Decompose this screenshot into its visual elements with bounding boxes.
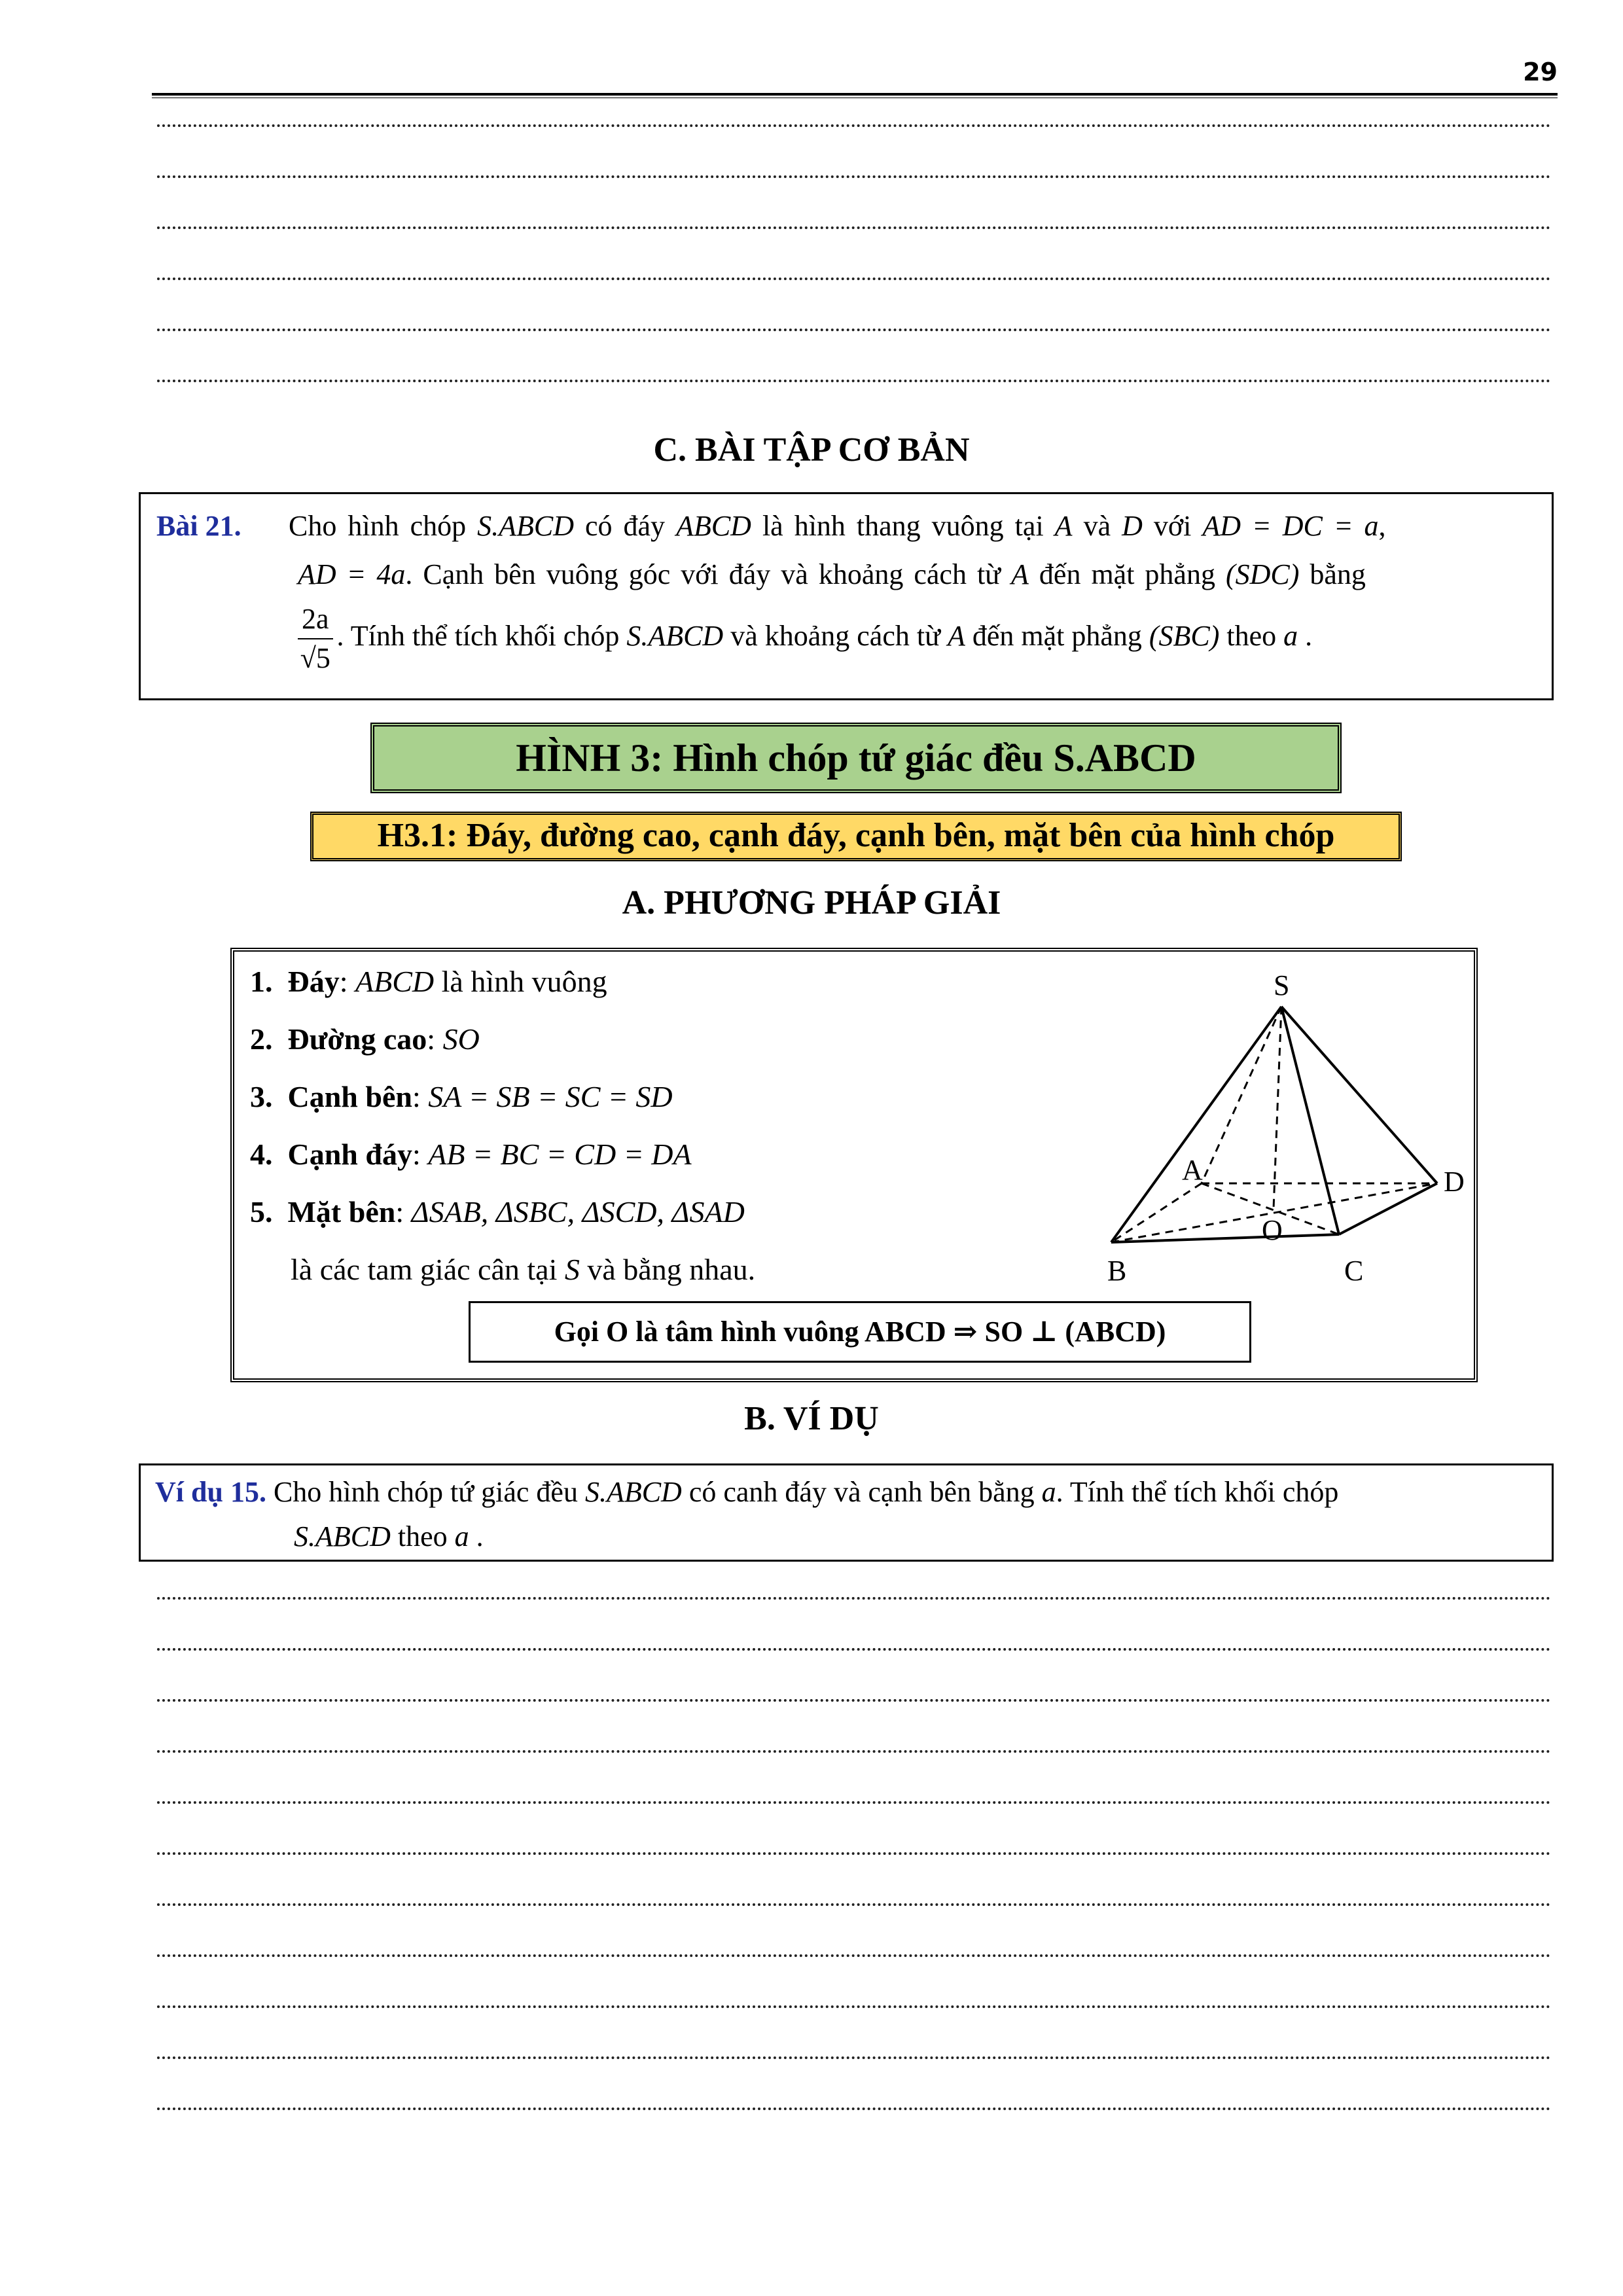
answer-line — [157, 278, 1551, 280]
banner-main: HÌNH 3: Hình chóp tứ giác đều S.ABCD — [370, 723, 1342, 793]
answer-line — [157, 1597, 1551, 1600]
method-item: 3. Cạnh bên: SA = SB = SC = SD — [250, 1080, 673, 1113]
edge-SA — [1202, 1007, 1281, 1183]
exercise-label: Bài 21. — [156, 510, 241, 542]
answer-line — [157, 1699, 1551, 1702]
fraction: $\frac{2a}{√5}$ — [298, 600, 333, 677]
answer-line — [157, 1801, 1551, 1804]
label-D: D — [1444, 1166, 1465, 1198]
pyramid-figure — [1085, 965, 1471, 1305]
method-item: 5. Mặt bên: ΔSAB, ΔSBC, ΔSCD, ΔSAD — [250, 1195, 745, 1229]
answer-line — [157, 329, 1551, 331]
method-item: 1. Đáy: ABCD là hình vuông — [250, 965, 607, 998]
label-A: A — [1182, 1154, 1203, 1186]
note-box: Gọi O là tâm hình vuông ABCD ⇒ SO ⊥ (ABCD) — [469, 1301, 1251, 1363]
answer-line — [157, 1750, 1551, 1753]
answer-line — [157, 1852, 1551, 1855]
answer-line — [157, 1954, 1551, 1957]
answer-line — [157, 1648, 1551, 1651]
banner-sub: H3.1: Đáy, đường cao, cạnh đáy, cạnh bên, mặt bên của hình chóp — [310, 812, 1402, 861]
method-item: 2. Đường cao: SO — [250, 1022, 480, 1056]
label-B: B — [1107, 1255, 1127, 1287]
exercise-box — [139, 492, 1554, 700]
method-box — [230, 948, 1478, 1382]
answer-line — [157, 124, 1551, 127]
exercise-line-3: $\frac{2a}{√5}$ . Tính thể tích khối chóp S.ABCD và khoảng cách từ A đến mặt phẳng (SBC) theo a . — [298, 600, 1312, 677]
label-O: O — [1262, 1214, 1283, 1246]
section-a-title: A. PHƯƠNG PHÁP GIẢI — [622, 884, 1001, 922]
answer-line — [157, 175, 1551, 178]
example-label: Ví dụ 15. — [155, 1476, 266, 1508]
edge-CD — [1339, 1183, 1437, 1234]
section-c-title: C. BÀI TẬP CƠ BẢN — [653, 431, 970, 469]
exercise-line-1: Cho hình chóp S.ABCD có đáy ABCD là hình thang vuông tại A và D với AD = DC = a, — [289, 510, 1386, 542]
height-SO — [1274, 1007, 1281, 1209]
label-S: S — [1274, 969, 1290, 1001]
section-b-title: B. VÍ DỤ — [744, 1400, 879, 1437]
page-number: 29 — [1523, 58, 1558, 86]
label-C: C — [1344, 1255, 1364, 1287]
answer-line — [157, 380, 1551, 382]
example-line-2: S.ABCD theo a . — [294, 1520, 484, 1552]
header-rule — [152, 93, 1558, 98]
exercise-line-2: AD = 4a. Cạnh bên vuông góc với đáy và khoảng cách từ A đến mặt phẳng (SDC) bằng — [298, 558, 1366, 590]
answer-line — [157, 2108, 1551, 2110]
edge-SB — [1111, 1007, 1281, 1242]
method-item-continuation: là các tam giác cân tại S và bằng nhau. — [291, 1253, 756, 1286]
answer-line — [157, 1903, 1551, 1906]
answer-line — [157, 2005, 1551, 2008]
example-line-1: Ví dụ 15. Cho hình chóp tứ giác đều S.ABCD có canh đáy và cạnh bên bằng a. Tính thể tích khối chóp — [155, 1476, 1339, 1508]
answer-line — [157, 226, 1551, 229]
method-item: 4. Cạnh đáy: AB = BC = CD = DA — [250, 1138, 692, 1171]
answer-line — [157, 2056, 1551, 2059]
example-box — [139, 1463, 1554, 1562]
